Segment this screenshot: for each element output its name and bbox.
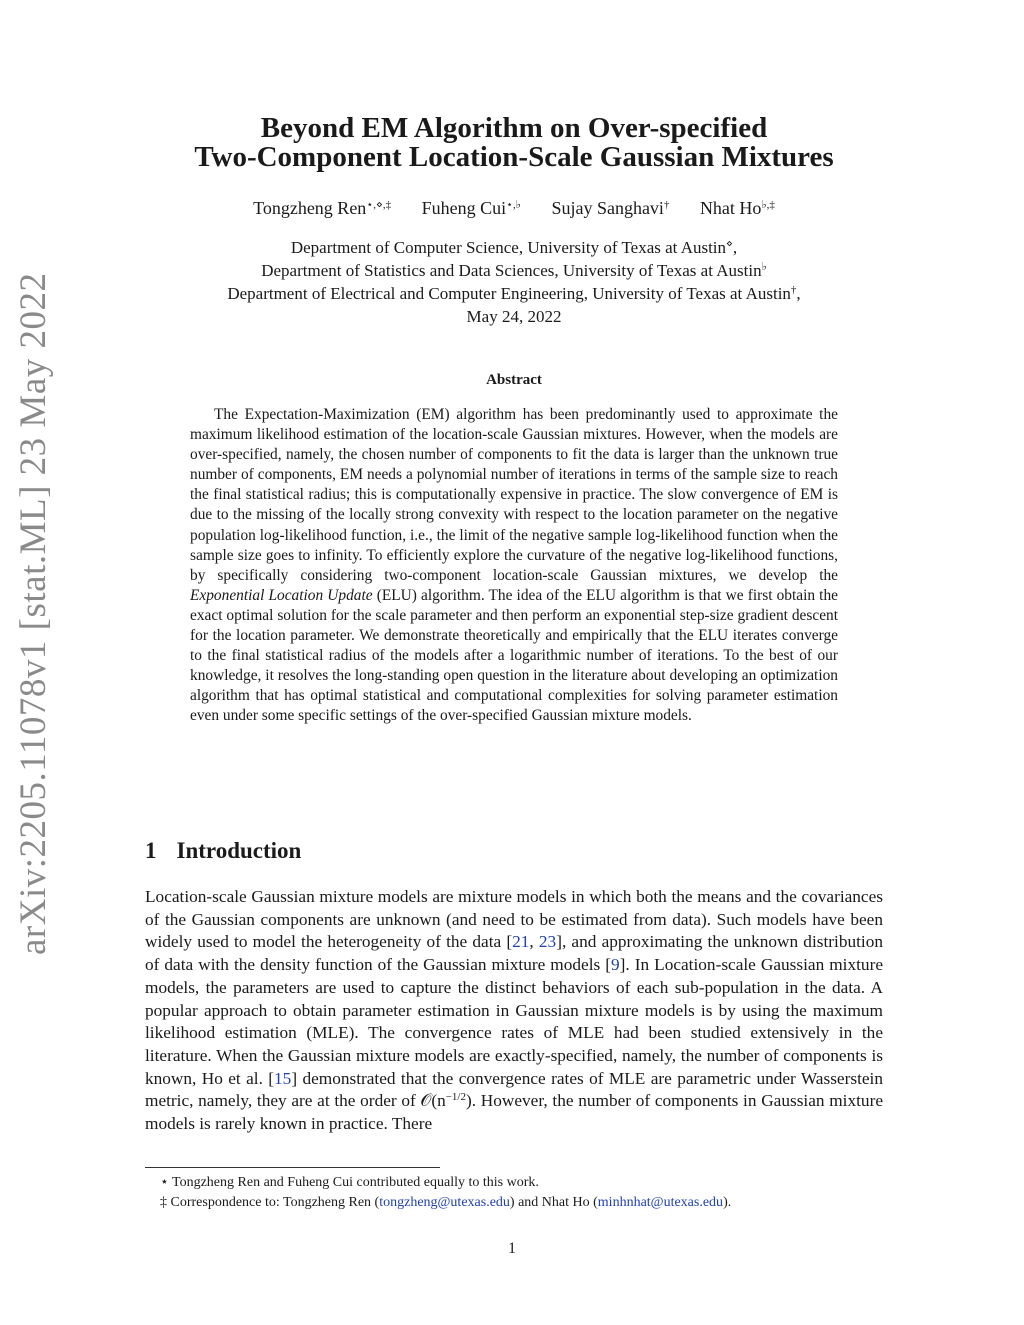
affiliation-text: Department of Computer Science, University of Texas at Austin — [290, 238, 727, 257]
citation-link[interactable]: 23 — [538, 932, 557, 952]
arxiv-identifier: arXiv:2205.11078v1 [stat.ML] 23 May 2022 — [13, 272, 54, 955]
footnote-text: ) and Nhat Ho ( — [509, 1195, 598, 1210]
body-text: ). However, the number of components in Gaussian mixture models is rarely known in practice. There — [145, 1091, 883, 1134]
author-name: Sujay Sanghavi — [551, 198, 664, 218]
author — [253, 198, 391, 218]
author-name: Fuheng Cui — [421, 198, 507, 218]
footnote-equal-contribution: ⋆ Tongzheng Ren and Fuheng Cui contributed equally to this work. — [160, 1175, 539, 1190]
author-marks: ⋆,⋄,‡ — [366, 199, 392, 211]
exponent: −1/2 — [445, 1091, 466, 1104]
author — [551, 198, 669, 218]
abstract-heading: Abstract — [486, 372, 542, 388]
footnote-text: ). — [723, 1195, 732, 1210]
author-list — [100, 198, 928, 219]
body-text: ], and approximating the unknown distribution of data with the density function of the Gaussian mixture models [ — [145, 932, 883, 975]
footnote-text: ‡ Correspondence to: Tongzheng Ren ( — [160, 1195, 380, 1210]
affiliation-trail: , — [796, 284, 801, 303]
affiliation-line — [100, 282, 928, 305]
footnote-rule — [145, 1167, 440, 1168]
footnotes — [160, 1173, 900, 1213]
citation-link[interactable]: 9 — [611, 955, 620, 975]
citation-link[interactable]: 21 — [512, 932, 530, 952]
abstract-text: The Expectation-Maximization (EM) algorithm has been predominantly used to approximate the maximum likelihood estimation of the location-scale Gaussian mixtures. However, when the models are over-specified, namely, the chosen number of components to fit the data is larger than the unknown true number of components, EM needs a polynomial number of iterations in terms of the sample size to reach the final statistical radius; this is computationally expensive in practice. The slow convergence of EM is due to the missing of the locally strong convexity with respect to the location parameter on the negative population log-likelihood function, i.e., the limit of the negative sample log-likelihood function when the sample size goes to infinity. To efficiently explore the curvature of the negative log-likelihood functions, by specifically considering two-component location-scale Gaussian mixtures, we develop the — [190, 406, 838, 584]
citation-link[interactable]: 15 — [274, 1068, 292, 1088]
title-line-1: Beyond EM Algorithm on Over-specified — [260, 112, 768, 144]
footnote-correspondence — [160, 1193, 900, 1213]
affiliation-line — [100, 236, 928, 259]
affiliations — [100, 236, 928, 328]
author-name: Tongzheng Ren — [253, 198, 367, 218]
author — [422, 198, 521, 218]
author-name: Nhat Ho — [699, 198, 762, 218]
affiliation-trail: , — [732, 238, 738, 257]
paper-title — [100, 114, 928, 172]
author-marks: † — [663, 199, 670, 211]
body-text: , — [529, 932, 539, 952]
affiliation-mark: ♭ — [761, 261, 767, 273]
affiliation-mark: ⋄ — [726, 238, 733, 250]
abstract-text: (ELU) algorithm. The idea of the ELU algorithm is that we first obtain the exact optimal solution for the scale parameter and then perform an exponential step-size gradient descent for the location parameter. We demonstrate theoretically and empirically that the ELU iterates converge to the final statistical radius of the models after a logarithmic number of iterations. To the best of our knowledge, it resolves the long-standing open question in the literature about developing an optimization algorithm that has optimal statistical and computational complexities for solving parameter estimation even under some specific settings of the over-specified Gaussian mixture models. — [190, 586, 838, 725]
author-marks: ⋆,♭ — [506, 199, 521, 211]
section-title: Introduction — [176, 838, 302, 863]
section-heading — [145, 838, 301, 864]
author-marks: ♭,‡ — [761, 199, 775, 211]
affiliation-text: Department of Electrical and Computer Engineering, University of Texas at Austin — [227, 284, 791, 303]
paper-date: May 24, 2022 — [466, 307, 562, 326]
body-text: ] demonstrated that the convergence rates of MLE are parametric under Wasserstein metric, namely, they are at the order of 𝒪(n — [145, 1068, 883, 1111]
author — [700, 198, 775, 218]
email-link[interactable]: minhnhat@utexas.edu — [597, 1195, 724, 1210]
body-text: ]. In Location-scale Gaussian mixture models, the parameters are used to capture the distinct behaviors of each sub-population in the data. A popular approach to obtain parameter estimation in Gaussian mixture models is by using the maximum likelihood estimation (MLE). The convergence rates of MLE had been studied extensively in the literature. When the Gaussian mixture models are exactly-specified, namely, the number of components is known, Ho et al. [ — [145, 955, 883, 1088]
abstract-body — [190, 405, 838, 727]
affiliation-mark: † — [790, 284, 797, 296]
affiliation-line — [100, 259, 928, 282]
email-link[interactable]: tongzheng@utexas.edu — [379, 1195, 510, 1210]
intro-paragraph — [145, 886, 883, 1136]
title-line-2: Two-Component Location-Scale Gaussian Mixtures — [194, 141, 834, 173]
affiliation-text: Department of Statistics and Data Sciences, University of Texas at Austin — [261, 261, 762, 280]
body-text: Location-scale Gaussian mixture models are mixture models in which both the means and the covariances of the Gaussian components are unknown (and need to be estimated from data). Such models have been widely used to model the heterogeneity of the data [ — [145, 887, 883, 952]
page-number: 1 — [508, 1240, 516, 1257]
abstract-emphasis: Exponential Location Update — [190, 586, 373, 604]
section-number: 1 — [145, 838, 157, 863]
